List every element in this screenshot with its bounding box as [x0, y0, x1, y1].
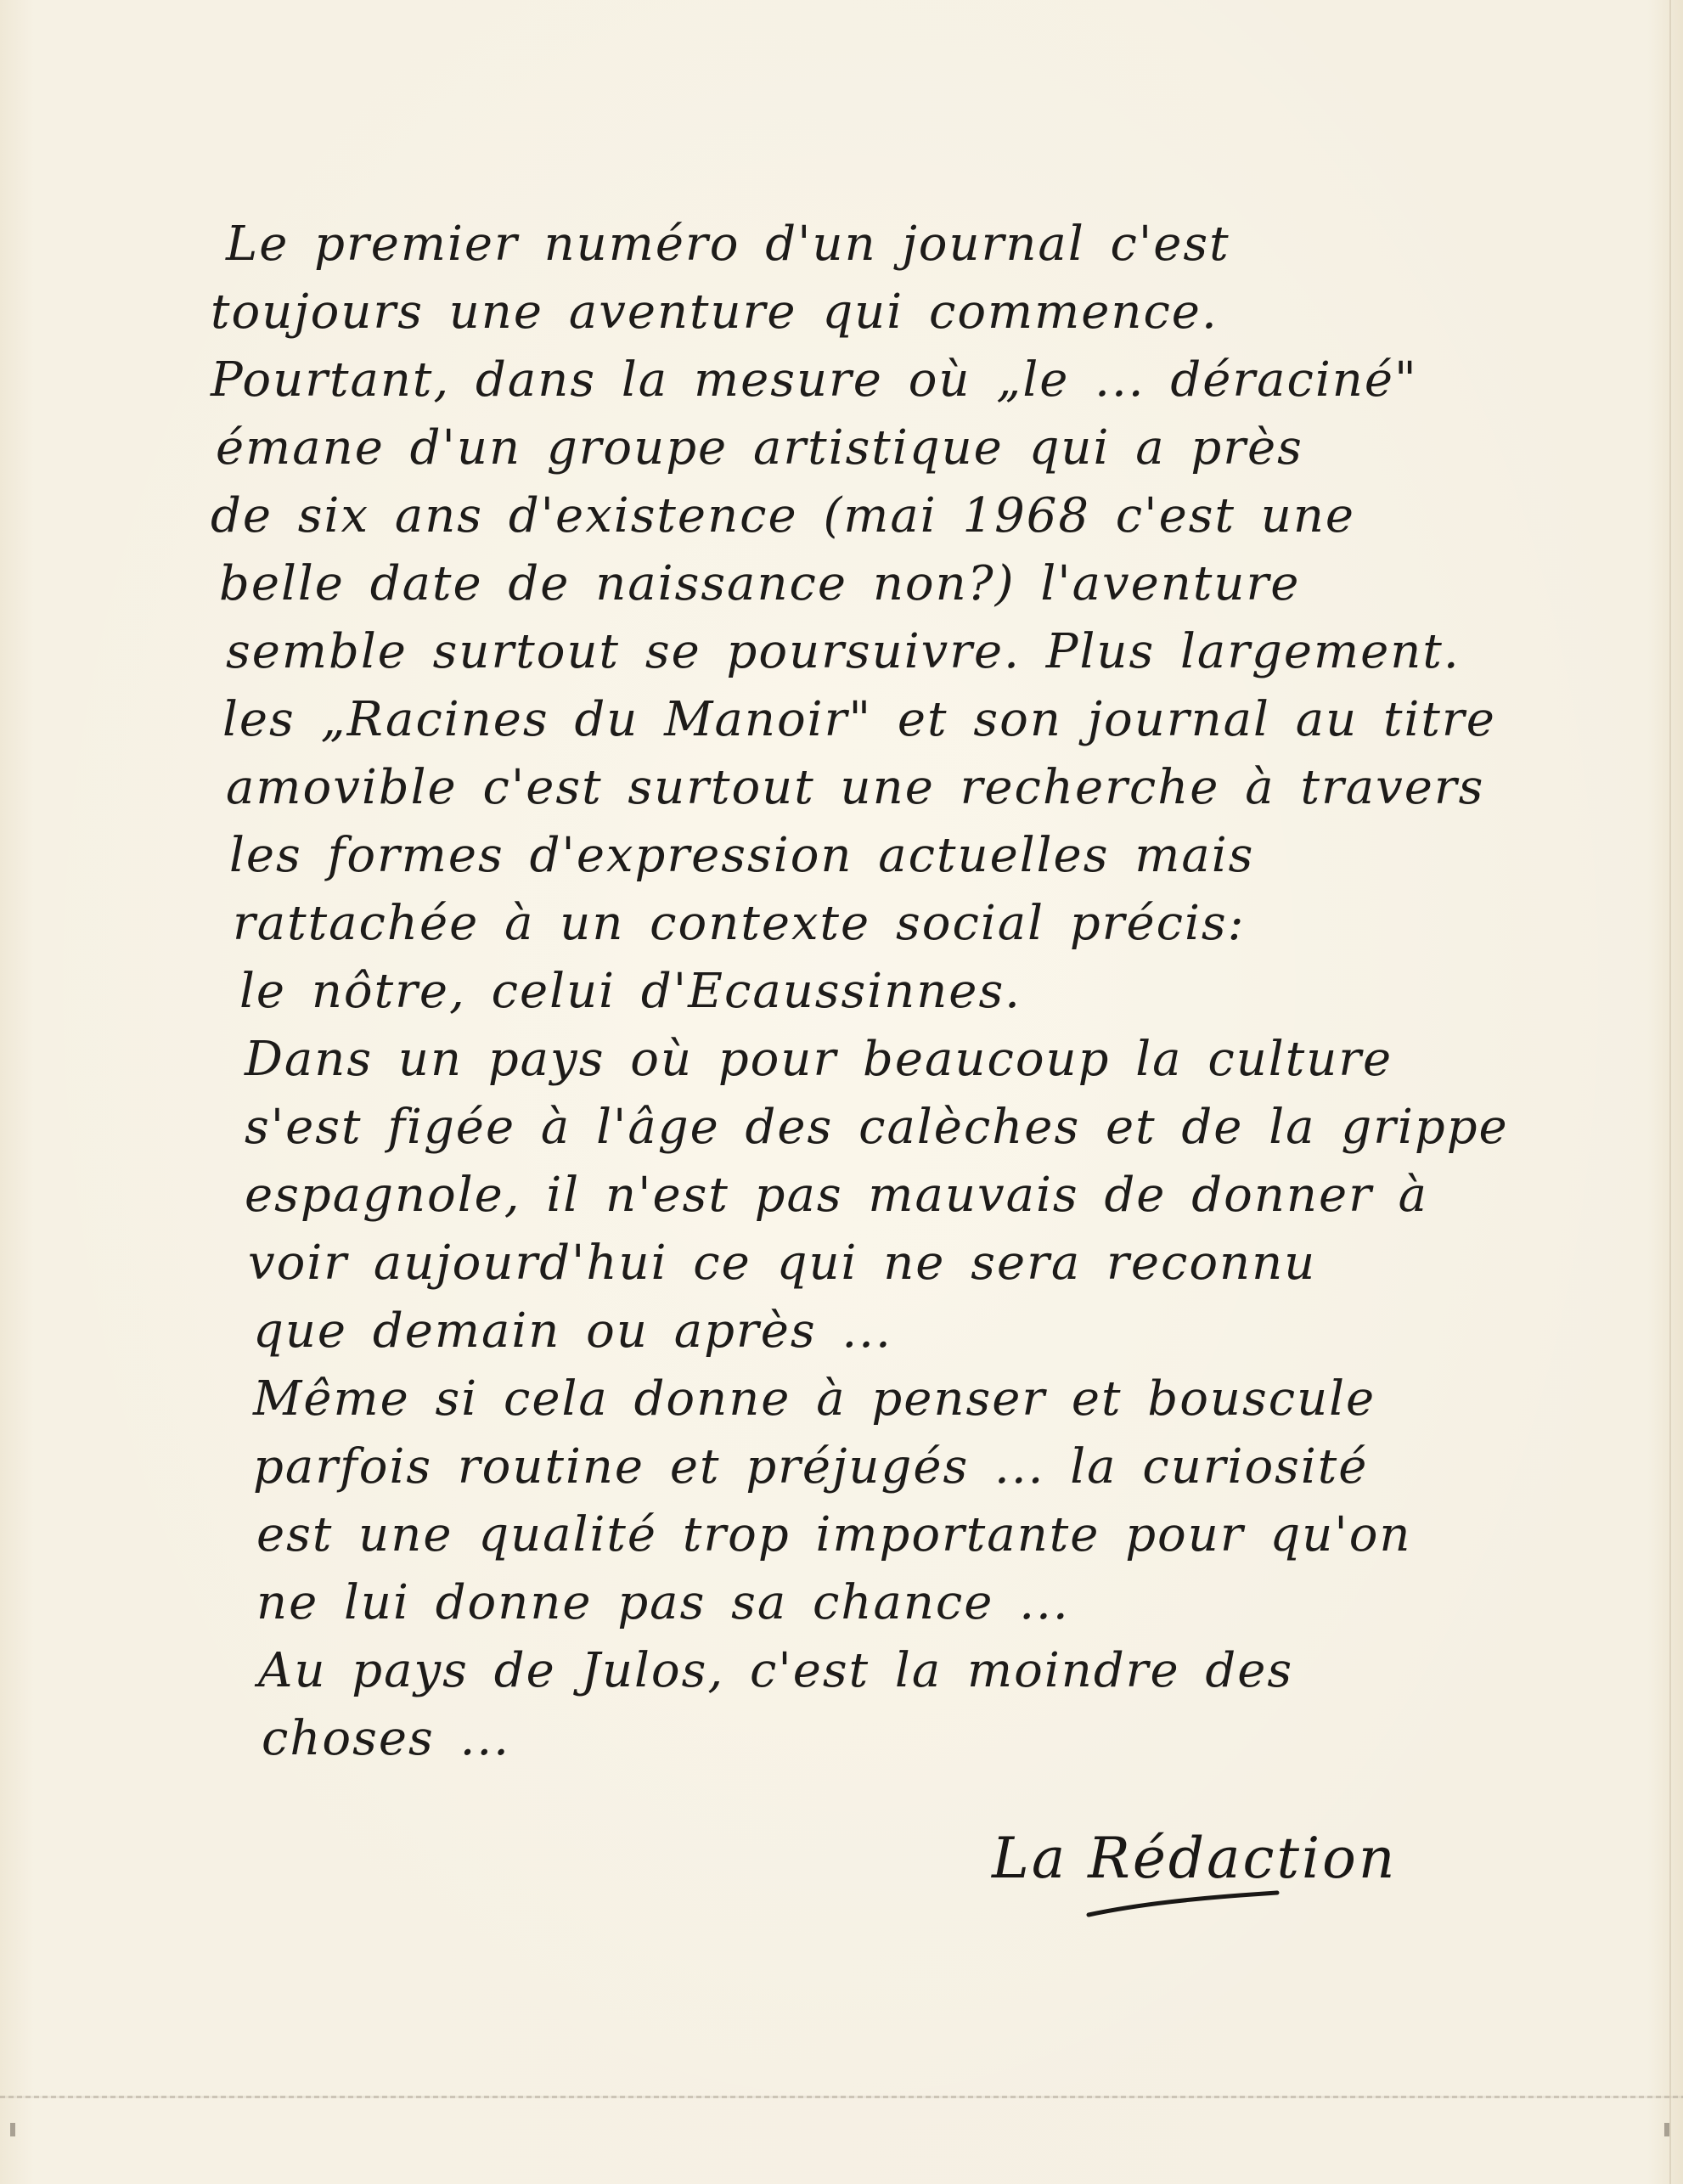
letter-line-7: semble surtout se poursuivre. Plus largement.	[226, 624, 1461, 679]
letter-line-6: belle date de naissance non?) l'aventure	[219, 556, 1301, 611]
letter-line-23: choses ...	[262, 1711, 510, 1766]
letter-line-11: rattachée à un contexte social précis:	[233, 896, 1246, 951]
letter-line-19: parfois routine et préjugés ... la curiosité	[253, 1439, 1369, 1494]
letter-line-5: de six ans d'existence (mai 1968 c'est une	[211, 488, 1356, 543]
letter-line-16: voir aujourd'hui ce qui ne sera reconnu	[248, 1236, 1317, 1291]
letter-line-15: espagnole, il n'est pas mauvais de donner à	[245, 1168, 1429, 1223]
letter-line-21: ne lui donne pas sa chance ...	[256, 1575, 1070, 1630]
letter-line-22: Au pays de Julos, c'est la moindre des	[258, 1643, 1294, 1698]
margin-mark	[1664, 2123, 1669, 2136]
handwritten-letter	[211, 211, 1569, 1773]
letter-line-10: les formes d'expression actuelles mais	[229, 828, 1255, 883]
fold-line	[0, 2096, 1683, 2098]
margin-mark	[10, 2123, 15, 2136]
signature-underline	[1085, 1872, 1281, 1923]
letter-line-12: le nôtre, celui d'Ecaussinnes.	[239, 964, 1022, 1019]
letter-line-2: toujours une aventure qui commence.	[211, 284, 1219, 340]
letter-line-8: les „Racines du Manoir" et son journal au titre	[222, 692, 1496, 747]
letter-line-18: Même si cela donne à penser et bouscule	[253, 1371, 1376, 1427]
letter-line-9: amovible c'est surtout une recherche à travers	[226, 760, 1485, 815]
letter-line-17: que demain ou après ...	[253, 1303, 892, 1359]
letter-line-1: Le premier numéro d'un journal c'est	[226, 217, 1230, 272]
page-edge	[1669, 0, 1671, 2184]
letter-line-20: est une qualité trop importante pour qu'on	[256, 1507, 1412, 1562]
signature: La Rédaction	[992, 1826, 1398, 1891]
letter-line-3: Pourtant, dans la mesure où „le ... déraciné"	[211, 352, 1418, 408]
letter-line-13: Dans un pays où pour beaucoup la culture	[245, 1032, 1393, 1087]
letter-line-4: émane d'un groupe artistique qui a près	[216, 420, 1303, 476]
letter-line-14: s'est figée à l'âge des calèches et de la grippe	[245, 1100, 1509, 1155]
